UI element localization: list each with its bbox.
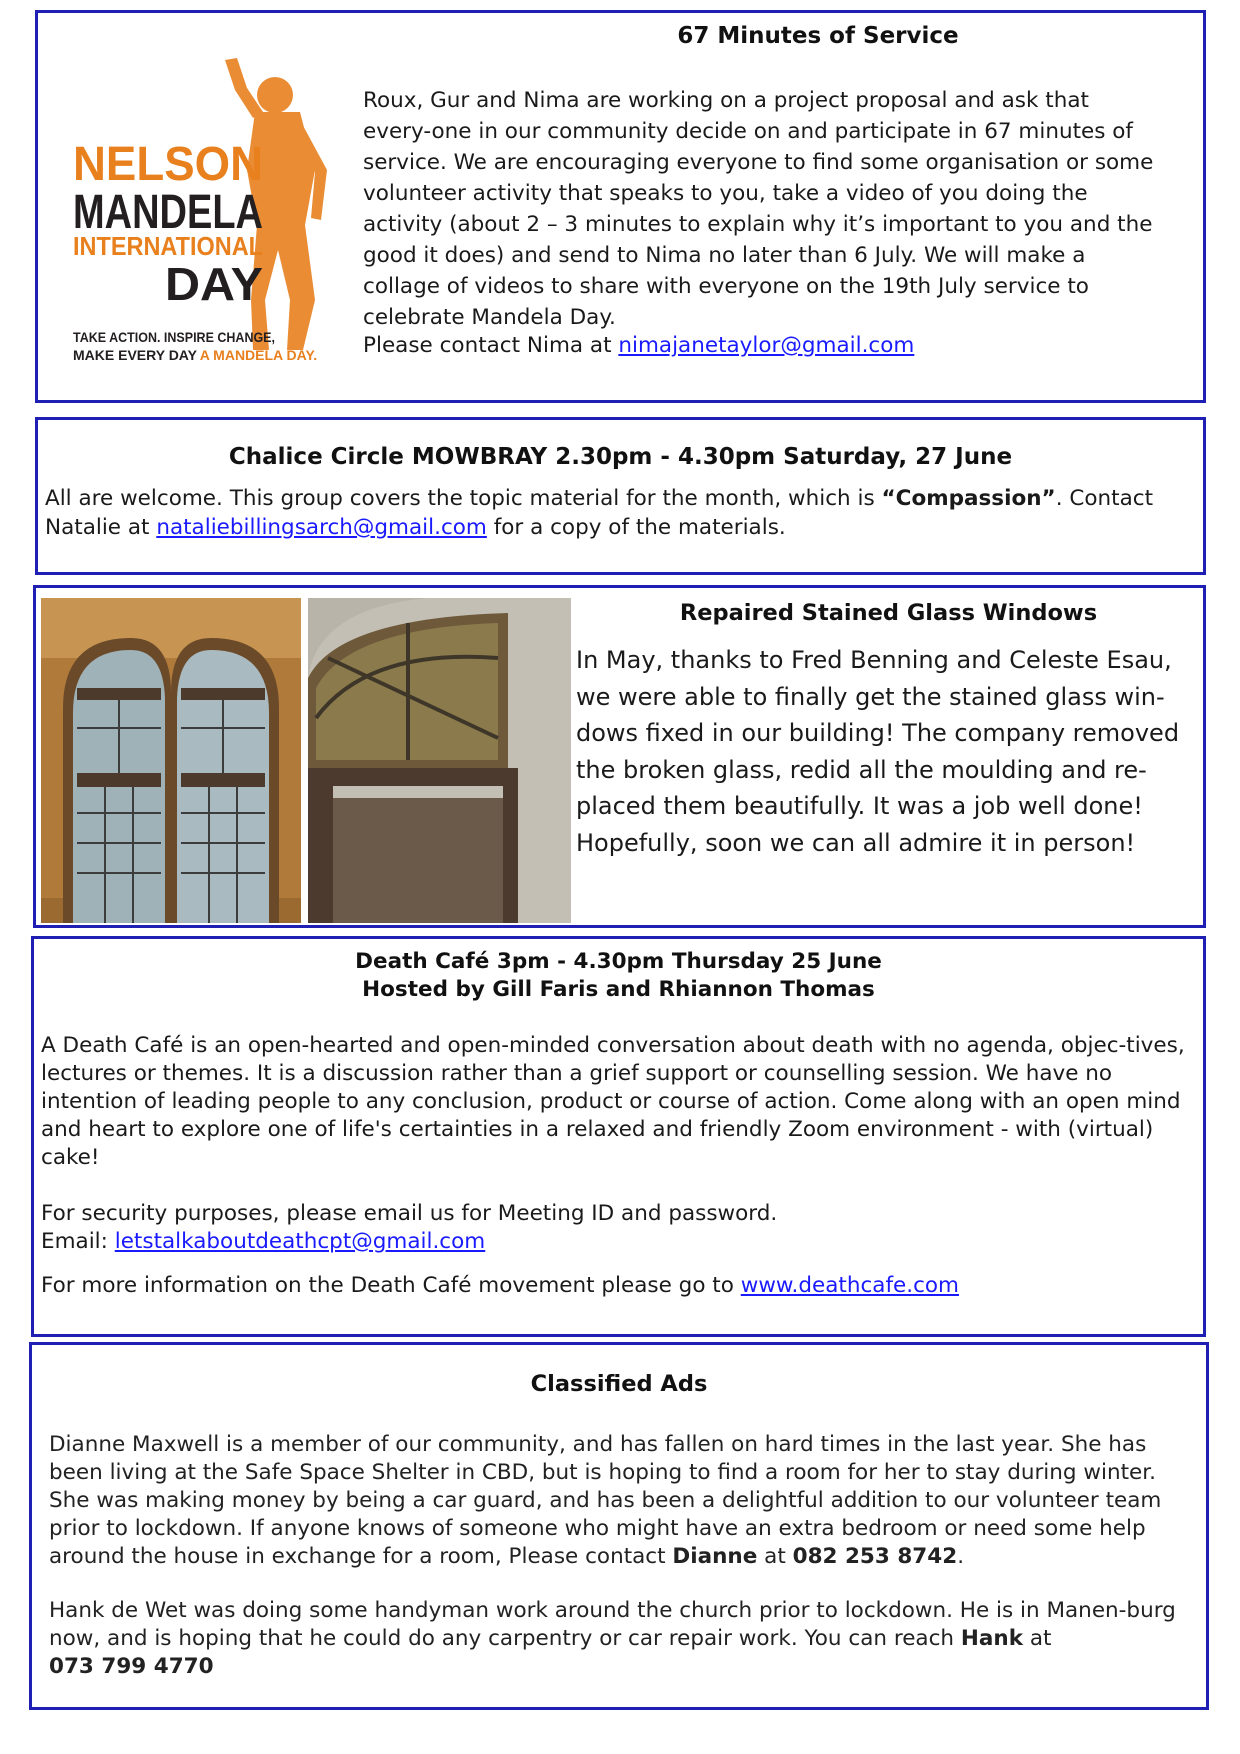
windows-body: In May, thanks to Fred Benning and Celeste Esau, we were able to finally get the stained glass win-dows fixed in our building! The company removed the broken glass, redid all the moulding and re-placed them beautifully. It was a job well done! Hopefully, soon we can all admire it in person! <box>576 646 1180 857</box>
ad2-mid: at <box>1023 1626 1052 1651</box>
chalice-text-1: All are welcome. This group covers the topic material for the month, which is <box>45 486 882 511</box>
ad1-end: . <box>957 1544 965 1569</box>
service-section <box>35 10 1206 403</box>
chalice-body <box>45 484 1195 542</box>
deathcafe-email-line <box>41 1228 777 1256</box>
chalice-text-3: for a copy of the materials. <box>486 515 786 540</box>
windows-section <box>33 585 1206 928</box>
deathcafe-title <box>34 948 1203 1004</box>
ad1-mid: at <box>757 1544 793 1569</box>
deathcafe-section <box>31 936 1206 1337</box>
classified-section <box>29 1342 1209 1710</box>
classified-title: Classified Ads <box>530 1371 708 1397</box>
ad1-phone: 082 253 8742 <box>792 1544 958 1569</box>
deathcafe-email-link[interactable]: letstalkaboutdeathcpt@gmail.com <box>114 1229 486 1254</box>
service-contact <box>363 333 914 358</box>
nima-email-link[interactable]: nimajanetaylor@gmail.com <box>618 333 915 358</box>
natalie-email-link[interactable]: nataliebillingsarch@gmail.com <box>156 515 487 540</box>
logo-tagline-1: TAKE ACTION. INSPIRE CHANGE, <box>73 329 275 345</box>
logo-line-4: DAY <box>165 258 263 310</box>
stained-glass-closeup-photo <box>308 598 571 923</box>
classified-ad-dianne <box>49 1431 1199 1571</box>
service-body: Roux, Gur and Nima are working on a project proposal and ask that every-one in our community decide on and participate in 67 minutes of service. We are encouraging everyone to find some organisation or some volunteer activity that speaks to you, take a video of you doing the activity (about 2 – 3 minutes to explain why it’s important to you and the good it does) and send to Nima no later than 6 July. We will make a collage of videos to share with everyone on the 19th July service to celebrate Mandela Day. <box>363 88 1154 330</box>
chalice-section <box>35 417 1206 575</box>
logo-tagline-2a: MAKE EVERY DAY <box>73 347 196 363</box>
deathcafe-title-line-1: Death Café 3pm - 4.30pm Thursday 25 June <box>355 949 882 974</box>
classified-ad-hank <box>49 1597 1199 1681</box>
chalice-topic: “Compassion” <box>881 486 1056 511</box>
chalice-title: Chalice Circle MOWBRAY 2.30pm - 4.30pm Saturday, 27 June <box>228 444 1013 470</box>
deathcafe-email-label: Email: <box>41 1229 115 1254</box>
deathcafe-security <box>41 1200 777 1256</box>
logo-line-3: INTERNATIONAL <box>73 231 264 261</box>
service-title: 67 Minutes of Service <box>677 23 959 49</box>
deathcafe-website-link[interactable]: www.deathcafe.com <box>740 1273 959 1298</box>
deathcafe-body: A Death Café is an open-hearted and open-minded conversation about death with no agenda, objec-tives, lectures or themes. It is a discussion rather than a grief support or counselling session. We have no intention of leading people to any conclusion, product or course of action. Come along with an open mind and heart to explore one of life's certainties in a relaxed and friendly Zoom environment - with (virtual) cake! <box>41 1033 1185 1170</box>
deathcafe-title-line-2: Hosted by Gill Faris and Rhiannon Thomas <box>362 977 875 1002</box>
logo-line-2: MANDELA <box>73 186 263 239</box>
arched-windows-photo <box>41 598 301 923</box>
ad2-phone: 073 799 4770 <box>49 1654 214 1679</box>
windows-title: Repaired Stained Glass Windows <box>679 600 1098 626</box>
logo-tagline-2 <box>73 347 317 363</box>
mandela-day-logo <box>65 50 385 380</box>
ad1-name: Dianne <box>672 1544 758 1569</box>
logo-tagline-2b: A MANDELA DAY. <box>199 347 318 363</box>
chalice-text-2: . Contact Natalie at <box>45 486 1154 540</box>
deathcafe-more-info <box>41 1273 959 1298</box>
logo-line-1: NELSON <box>73 138 263 191</box>
ad2-text: Hank de Wet was doing some handyman work around the church prior to lockdown. He is in Manen-burg now, and is hoping that he could do any carpentry or car repair work. You can reach <box>49 1598 1176 1651</box>
ad1-text: Dianne Maxwell is a member of our community, and has fallen on hard times in the last year. She has been living at the Safe Space Shelter in CBD, but is hoping to find a room for her to stay during winter. She was making money by being a car guard, and has been a delightful addition to our volunteer team prior to lockdown. If anyone knows of someone who might have an extra bedroom or need some help around the house in exchange for a room, Please contact <box>49 1432 1162 1569</box>
deathcafe-security-text: For security purposes, please email us for Meeting ID and password. <box>41 1201 778 1226</box>
service-contact-prefix: Please contact Nima at <box>363 333 619 358</box>
ad2-name: Hank <box>960 1626 1024 1651</box>
deathcafe-more-prefix: For more information on the Death Café movement please go to <box>41 1273 741 1298</box>
